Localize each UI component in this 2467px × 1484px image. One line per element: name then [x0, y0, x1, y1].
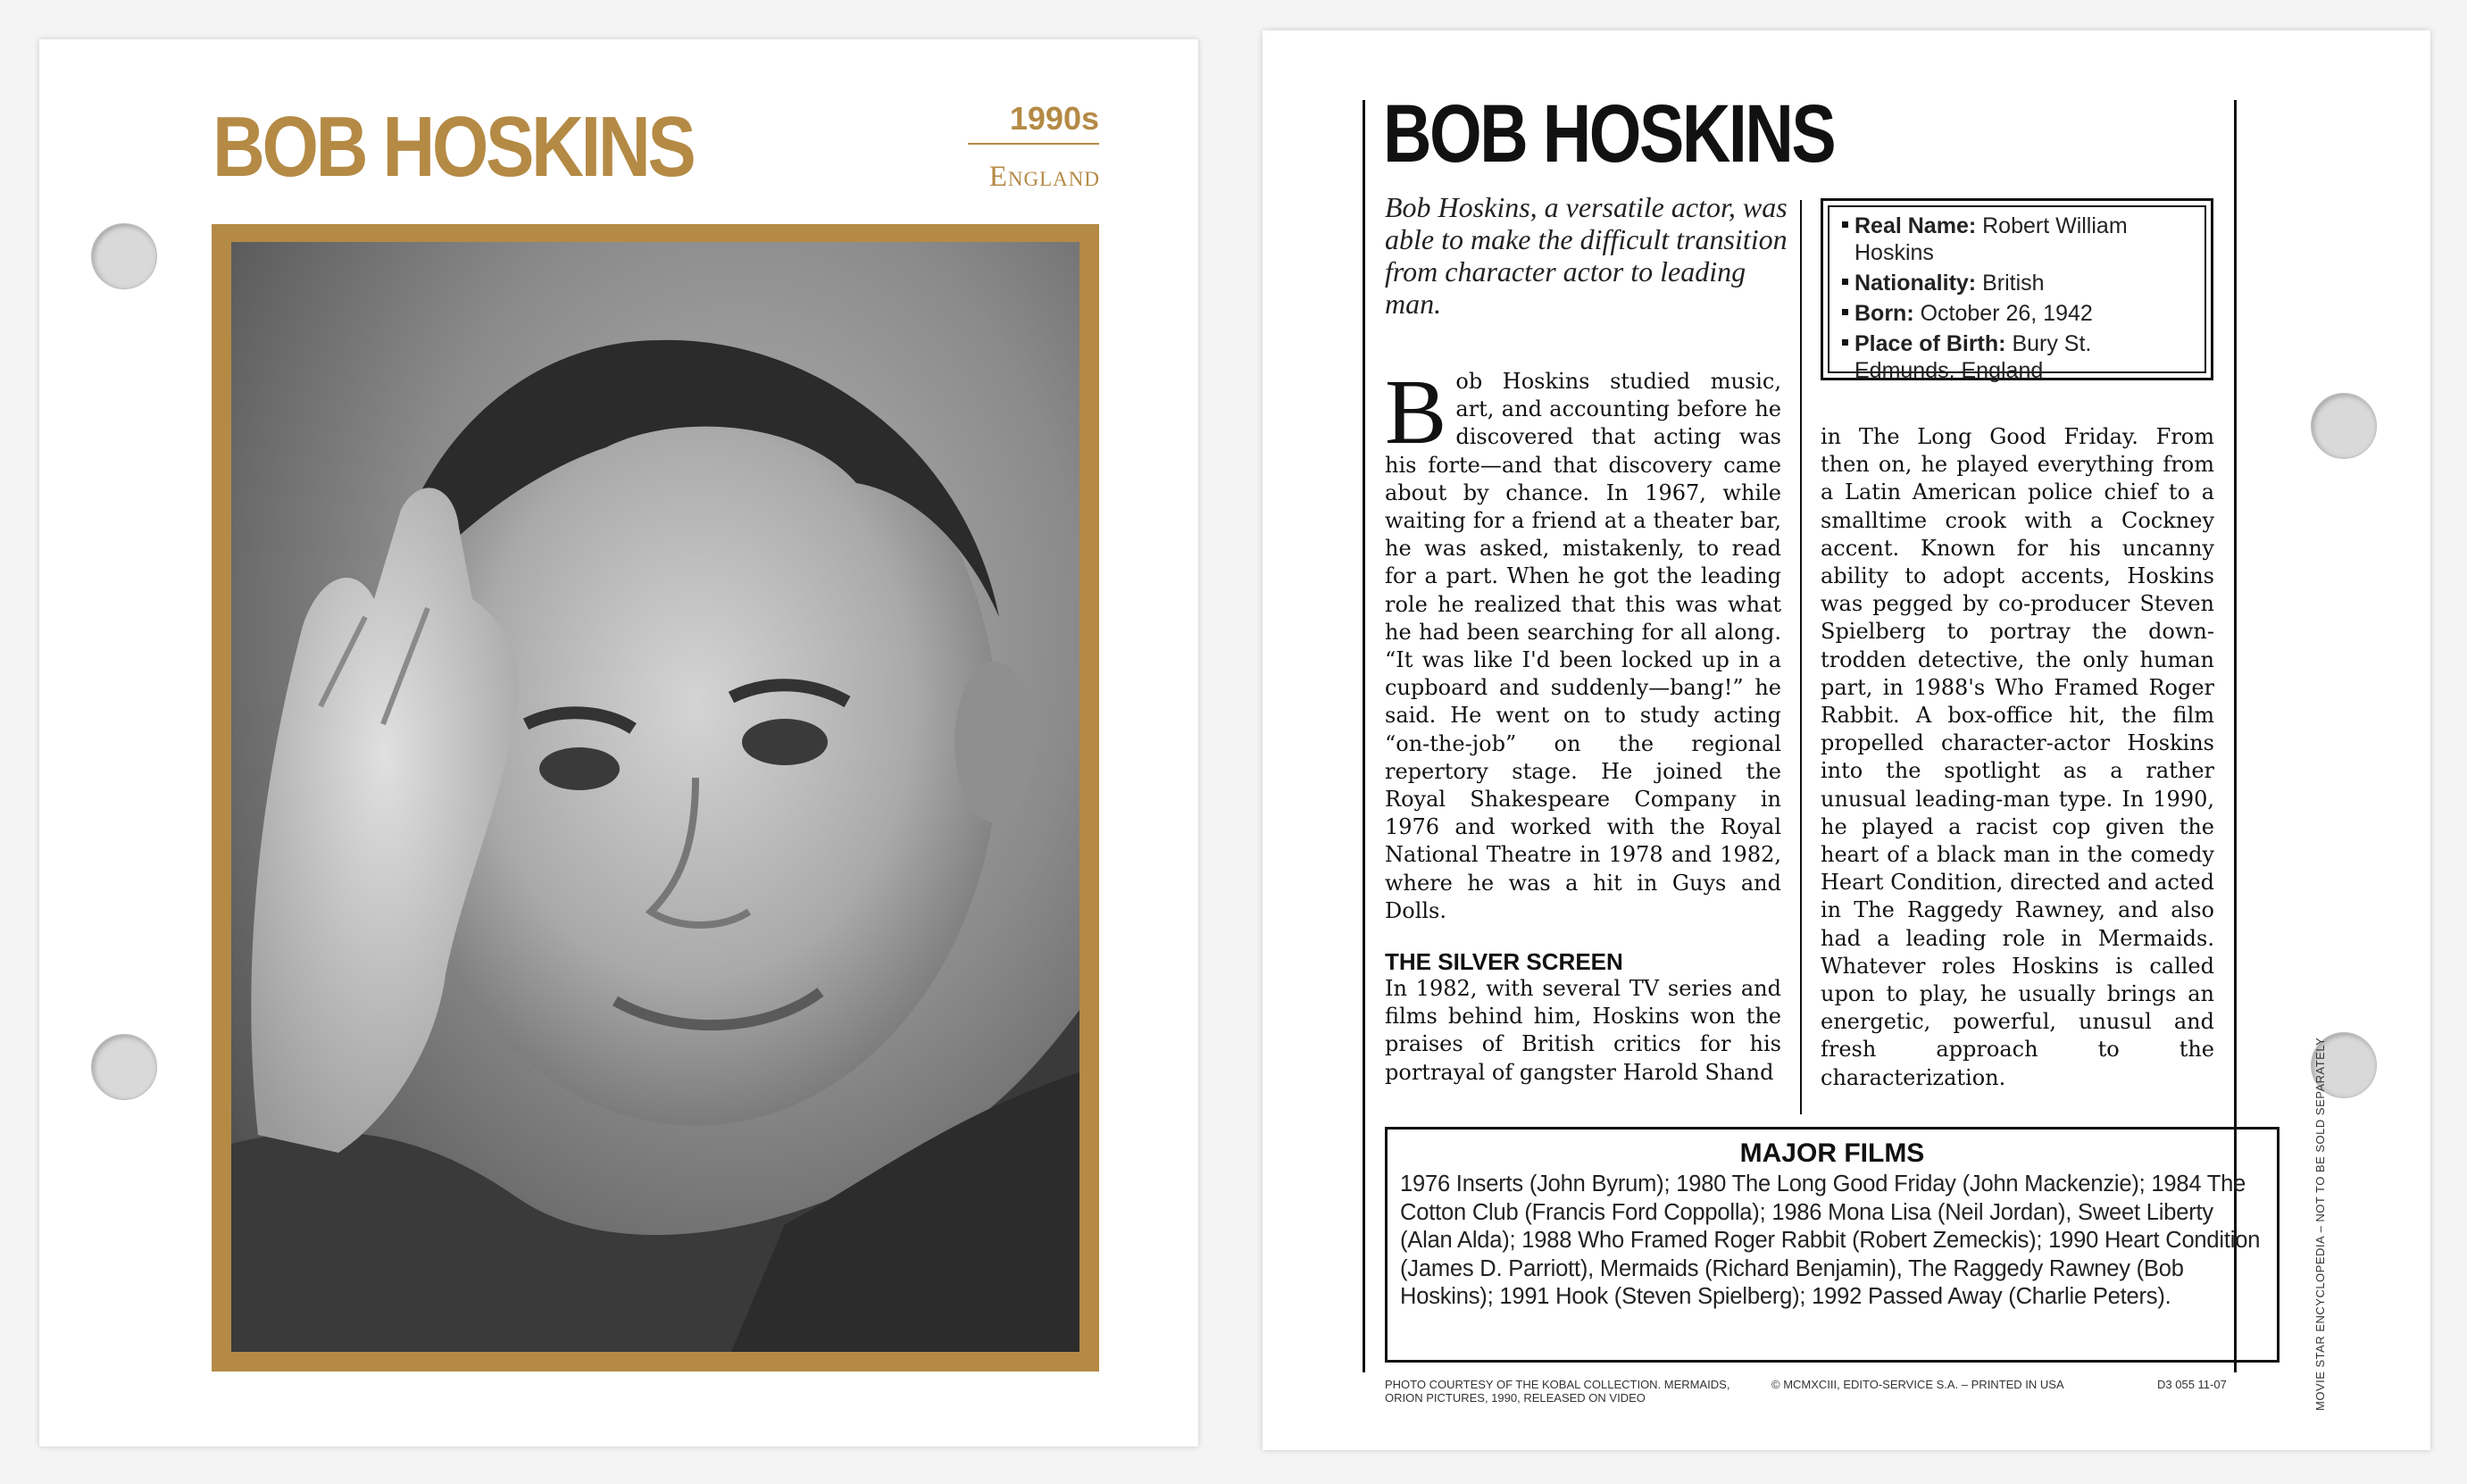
major-films-box [1385, 1127, 2279, 1363]
back-card [1263, 30, 2430, 1450]
facts-box [1821, 198, 2213, 383]
back-name-title: BOB HOSKINS [1383, 88, 1835, 179]
punch-hole [2311, 393, 2377, 459]
biography-column-1b: In 1982, with several TV series and films behind him, Hoskins won the praises of British critics for his portrayal of gangster Harold Shand [1385, 976, 1781, 1085]
decade-rule [968, 143, 1099, 145]
section-heading: THE SILVER SCREEN [1385, 948, 1623, 975]
punch-hole [91, 1034, 157, 1100]
front-name-title: BOB HOSKINS [213, 99, 694, 195]
left-rule [1363, 100, 1365, 1372]
card-code: D3 055 11-07 [2157, 1378, 2227, 1391]
portrait-image [231, 242, 1079, 1352]
fact-born: Born: October 26, 1942 [1842, 300, 2196, 327]
fact-nationality: Nationality: British [1842, 270, 2196, 296]
major-films-title: MAJOR FILMS [1739, 1138, 1925, 1168]
intro-blurb: Bob Hoskins, a versatile actor, was able to make the difficult transition from character actor to leading man. [1385, 191, 1788, 320]
series-note: MOVIE STAR ENCYCLOPEDIA – NOT TO BE SOLD SEPARATELY [2313, 1037, 2327, 1411]
column-rule [1800, 200, 1802, 1114]
biography-column-1: Bob Hoskins studied music, art, and accounting before he discovered that acting was his forte—and that discovery came about by chance. In 1967, while waiting for a friend at a theater bar, he was asked, mistakenly, to read for a part. When he got the leading role he realized that this was what he had been searching for all along. “It was like I'd been locked up in a cupboard and suddenly—bang!” he said. He went on to study acting “on-the-job” on the regional repertory stage. He joined the Royal Shakespeare Company in 1976 and worked with the Royal National Theatre in 1978 and 1982, where he was a hit in Guys and Dolls. [1385, 361, 1781, 923]
fact-real-name: Real Name: Robert William Hoskins [1842, 213, 2196, 266]
portrait-frame [212, 224, 1099, 1371]
photo-credit: PHOTO COURTESY OF THE KOBAL COLLECTION. MERMAIDS, ORION PICTURES, 1990, RELEASED ON VIDEO [1385, 1378, 1730, 1405]
portrait-photo [231, 242, 1079, 1352]
fact-place-of-birth: Place of Birth: Bury St. Edmunds, England [1842, 330, 2196, 384]
punch-hole [91, 223, 157, 289]
front-card [39, 39, 1198, 1446]
drop-cap: B [1385, 361, 1447, 463]
major-films-list: 1976 Inserts (John Byrum); 1980 The Long Good Friday (John Mackenzie); 1984 The Cotton Club (Francis Ford Coppolla); 1986 Mona Lisa (Neil Jordan), Sweet Liberty (Alan Alda); 1988 Who Framed Roger Rabbit (Robert Zemeckis); 1990 Heart Condition (James D. Parriott), Mermaids (Richard Benjamin), The Raggedy Rawney (Bob Hoskins); 1991 Hook (Steven Spielberg); 1992 Passed Away (Charlie Peters). [1400, 1171, 2261, 1309]
country-label: England [988, 161, 1100, 193]
biography-column-2: in The Long Good Friday. From then on, he played everything from a Latin American police chief to a smalltime crook with a Cockney accent. Known for his uncanny ability to adopt accents, Hoskins was pegged by co-producer Steven Spielberg to portray the downtrodden detective, the only human part, in 1988's Who Framed Roger Rabbit. A box-office hit, the film propelled character-actor Hoskins into the spotlight as a rather unusual leading-man type. In 1990, he played a racist cop given the heart of a black man in the comedy Heart Condition, directed and acted in The Raggedy Rawney, and also had a leading role in Mermaids. Whatever roles Hoskins is called upon to play, he usually brings an energetic, powerful, unusul and fresh approach to the characterization. [1821, 424, 2214, 1090]
copyright-note: © MCMXCIII, EDITO-SERVICE S.A. – PRINTED IN USA [1771, 1378, 2064, 1391]
decade-label: 1990s [1009, 100, 1099, 137]
